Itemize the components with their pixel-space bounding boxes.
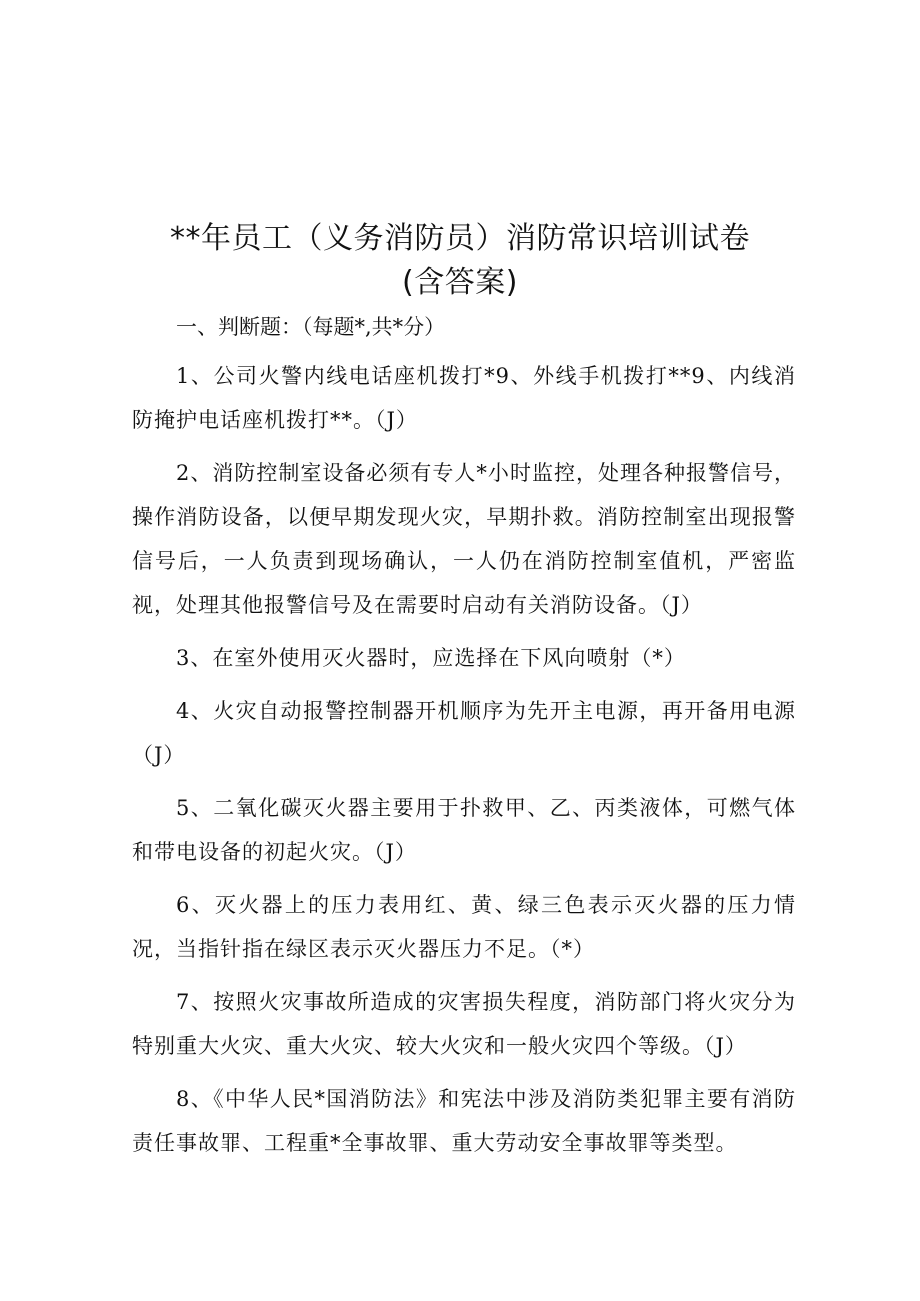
question-item: 1、公司火警内线电话座机拨打*9、外线手机拨打**9、内线消防掩护电话座机拨打**。（J） bbox=[132, 364, 796, 432]
document-subtitle: (含答案) bbox=[402, 265, 518, 300]
question-item: 8、《中华人民*国消防法》和宪法中涉及消防类犯罪主要有消防责任事故罪、工程重*全事故罪、重大劳动安全事故罪等类型。 bbox=[132, 1087, 796, 1155]
question-list bbox=[132, 354, 796, 1174]
question-item: 5、二氧化碳灭火器主要用于扑救甲、乙、丙类液体，可燃气体和带电设备的初起火灾。（J） bbox=[132, 796, 796, 864]
question-item: 4、火灾自动报警控制器开机顺序为先开主电源，再开备用电源（J） bbox=[132, 699, 796, 767]
question-item: 7、按照火灾事故所造成的灾害损失程度，消防部门将火灾分为特别重大火灾、重大火灾、较大火灾和一般火灾四个等级。（J） bbox=[132, 990, 796, 1058]
document-title: **年员工（义务消防员）消防常识培训试卷 bbox=[170, 221, 750, 256]
section-heading: 一、判断题：（每题*,共*分） bbox=[176, 315, 446, 339]
question-item: 2、消防控制室设备必须有专人*小时监控，处理各种报警信号，操作消防设备，以便早期发现火灾，早期扑救。消防控制室出现报警信号后，一人负责到现场确认，一人仍在消防控制室值机，严密监视，处理其他报警信号及在需要时启动有关消防设备。（J） bbox=[132, 461, 796, 617]
question-item: 3、在室外使用灭火器时，应选择在下风向喷射（*） bbox=[176, 646, 686, 670]
question-item: 6、灭火器上的压力表用红、黄、绿三色表示灭火器的压力情况，当指针指在绿区表示灭火器压力不足。（*） bbox=[132, 893, 796, 961]
